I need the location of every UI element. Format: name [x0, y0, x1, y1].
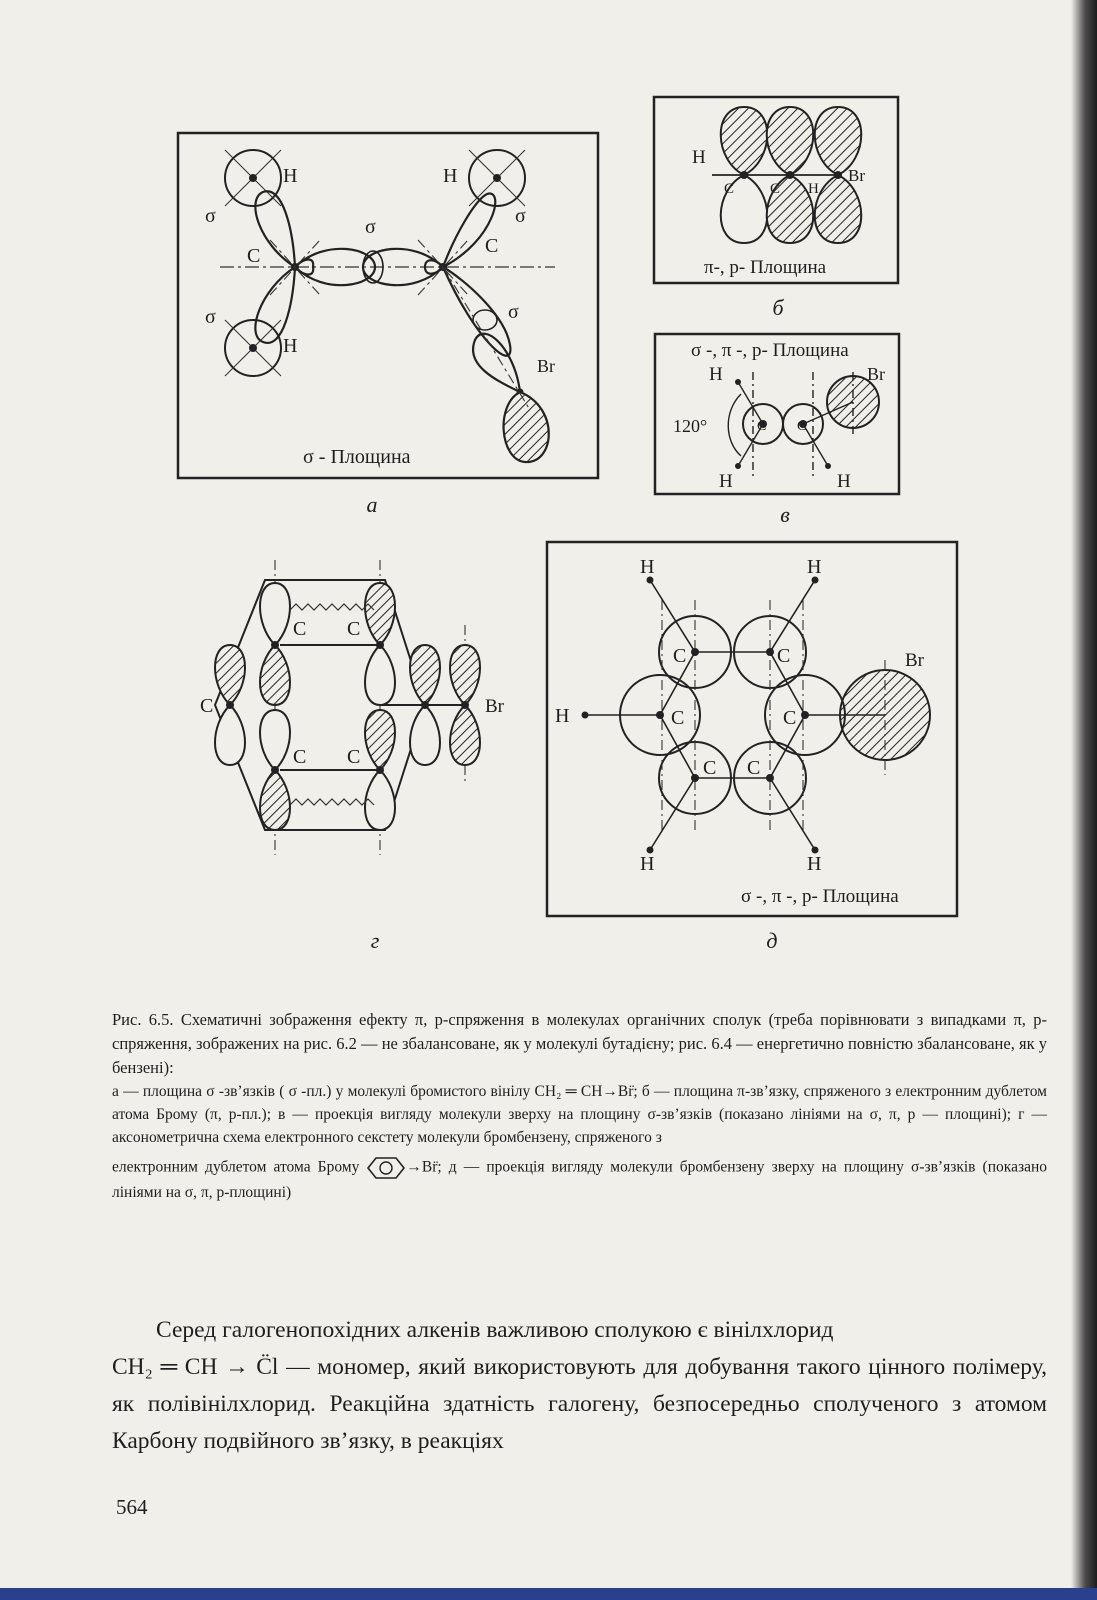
atom-label-c: C	[671, 707, 685, 729]
atom-label-h: H	[807, 556, 822, 578]
atom-label-br: Br	[867, 364, 885, 384]
panel-label-v: в	[780, 502, 790, 527]
atom-label-h: H	[709, 364, 723, 385]
atom-label-c: C	[673, 645, 687, 667]
atom-label-c: C	[293, 618, 307, 640]
figure-panel-d	[545, 540, 965, 922]
figure-panel-v	[653, 332, 903, 500]
panel-label-g: г	[370, 928, 380, 953]
panel-label-b: б	[772, 295, 784, 320]
atom-label-c: C	[724, 181, 735, 197]
atom-label-c: C	[347, 746, 361, 768]
atom-label-c: C	[200, 695, 214, 717]
atom-label-h: H	[555, 705, 570, 727]
atom-label-c: C	[347, 618, 361, 640]
formula-vinyl-bromide: CH₂ ═ CH→Br̈	[534, 1083, 634, 1100]
sigma-label: σ	[205, 306, 216, 328]
formula-bromobenzene: →Br̈	[406, 1158, 438, 1176]
atom-label-h: H	[283, 165, 298, 187]
page-edge-shadow	[1071, 0, 1097, 1600]
atom-label-c: C	[703, 757, 717, 779]
plane-label: π-, р- Площина	[704, 257, 827, 278]
atom-label-br: Br	[848, 166, 865, 185]
figure-panel-g	[195, 555, 525, 860]
atom-label-h: H	[443, 165, 458, 187]
atom-label-c: C	[293, 746, 307, 768]
angle-label: 120°	[673, 416, 708, 436]
atom-label-c: C	[797, 419, 807, 434]
page-number: 564	[116, 1495, 148, 1519]
atom-label-h: H	[807, 853, 822, 875]
atom-label-c: C	[777, 645, 791, 667]
atom-label-h: H	[692, 147, 706, 168]
caption-d-text: ; д — проекція вигляду молекули бромбензену зверху на площину σ-зв’язків (показано лініями на σ, π, р-площині)	[112, 1158, 1047, 1201]
sigma-label: σ	[508, 301, 519, 323]
atom-label-h: H	[283, 335, 298, 357]
caption-main: Рис. 6.5. Схематичні зображення ефекту π, р-спряження в молекулах органічних сполук (треба порівнювати з випадками π, р-спряження, зображених на рис. 6.2 — не збалансоване, як у молекулі бутадієну; рис. 6.4 — енергетично повністю збалансоване, як у бензені):	[112, 1010, 1047, 1077]
figure-panel-b	[652, 95, 902, 290]
atom-label-h: H	[837, 471, 851, 492]
plane-label: σ -, π -, р- Площина	[691, 340, 849, 361]
caption-b-text: ; б — площина π-зв’язку, спряженого з електронним дублетом атома Брому (π, р-пл.); в — проекція вигляду молекули зверху на площину σ-зв’язків (показано лініями на σ, π, р — площині); г — аксонометрична схема електронного секстету молекули бромбензену, спряженого з	[112, 1083, 1047, 1146]
paragraph-line: Серед галогенопохідних алкенів важливою сполукою є вінілхлорид	[156, 1317, 834, 1343]
scan-bottom-edge	[0, 1588, 1097, 1600]
atom-label-br: Br	[485, 696, 504, 717]
formula-vinyl-chloride: CH₂ ═ CH → C̈l	[112, 1354, 279, 1380]
atom-label-h: H	[808, 181, 819, 197]
caption-g-text: електронним дублетом атома Брому	[112, 1158, 367, 1176]
atom-label-c: C	[247, 245, 261, 267]
figure-panel-a	[175, 130, 605, 490]
atom-label-c: C	[783, 707, 797, 729]
plane-label: σ -, π -, р- Площина	[741, 886, 899, 907]
benzene-ring-icon	[366, 1155, 406, 1181]
panel-label-a: а	[366, 492, 378, 517]
atom-label-h: H	[719, 471, 733, 492]
panel-label-d: д	[766, 928, 778, 953]
body-text	[112, 1312, 1047, 1460]
atom-label-br: Br	[905, 650, 924, 671]
caption-a-text: а — площина σ -зв’язків ( σ -пл.) у молекулі бромистого вінілу	[112, 1083, 535, 1100]
plane-label: σ - Площина	[303, 446, 411, 468]
atom-label-br: Br	[537, 356, 555, 376]
atom-label-c: C	[757, 419, 767, 434]
atom-label-c: C	[485, 235, 499, 257]
atom-label-c: C	[770, 181, 781, 197]
atom-label-c: C	[747, 757, 761, 779]
paragraph-continuation: — мономер, який використовують для добування такого цінного полімеру, як полівінілхлорид. Реакційна здатність галогену, безпосередньо сполученого з атомом Карбону подвійного зв’язку, в реакціях	[112, 1354, 1048, 1454]
figure-caption	[112, 1008, 1047, 1204]
sigma-label: σ	[205, 205, 216, 227]
sigma-label: σ	[365, 216, 376, 238]
atom-label-h: H	[640, 556, 655, 578]
atom-label-h: H	[640, 853, 655, 875]
sigma-label: σ	[515, 205, 526, 227]
